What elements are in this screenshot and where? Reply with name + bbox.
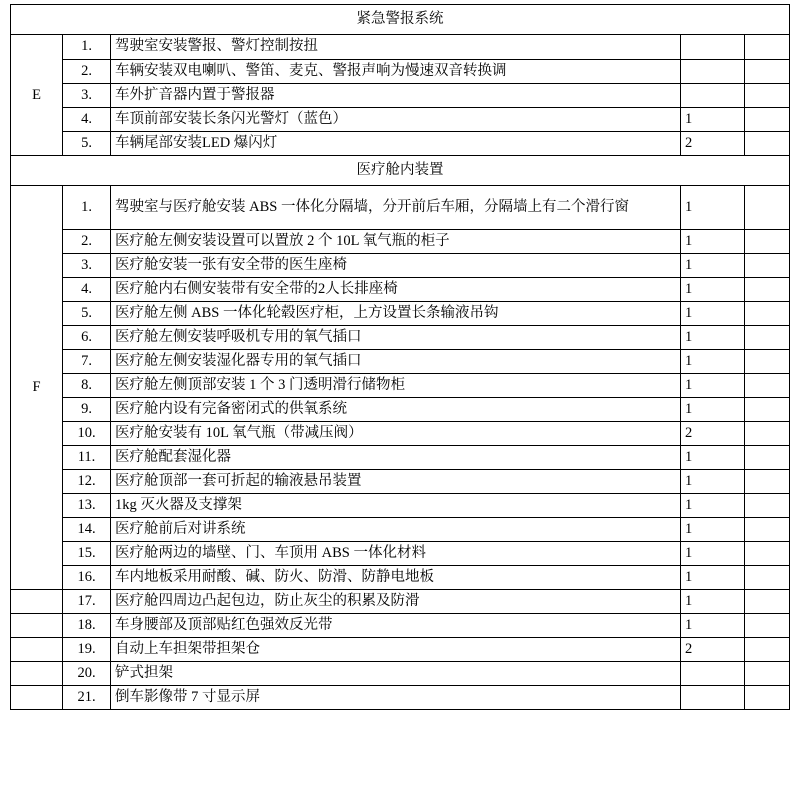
row-number: 10. [63,422,111,446]
row-quantity: 1 [681,186,745,230]
row-note [745,374,790,398]
row-description: 铲式担架 [111,662,681,686]
row-note [745,84,790,108]
row-note [745,470,790,494]
row-quantity: 1 [681,230,745,254]
row-number: 3. [63,254,111,278]
table-row [11,398,790,422]
row-quantity: 1 [681,590,745,614]
row-number: 14. [63,518,111,542]
row-note [745,662,790,686]
row-description: 1kg 灭火器及支撑架 [111,494,681,518]
table-row [11,132,790,156]
row-quantity [681,686,745,710]
row-number: 18. [63,614,111,638]
group-spacer [11,590,63,614]
section-title-row [11,156,790,186]
row-quantity: 1 [681,614,745,638]
row-number: 5. [63,132,111,156]
row-description: 医疗舱安装一张有安全带的医生座椅 [111,254,681,278]
table-row [11,422,790,446]
table-row [11,446,790,470]
table-row [11,326,790,350]
row-number: 2. [63,60,111,84]
row-description: 车顶前部安装长条闪光警灯（蓝色） [111,108,681,132]
row-number: 11. [63,446,111,470]
row-quantity: 1 [681,326,745,350]
section-title: 医疗舱内装置 [11,156,790,186]
row-quantity: 1 [681,446,745,470]
row-quantity: 2 [681,132,745,156]
row-note [745,638,790,662]
row-note [745,494,790,518]
row-number: 1. [63,35,111,60]
row-note [745,590,790,614]
section-title-row [11,5,790,35]
row-number: 12. [63,470,111,494]
section-title: 紧急警报系统 [11,5,790,35]
table-row [11,35,790,60]
table-row [11,60,790,84]
row-note [745,230,790,254]
row-note [745,302,790,326]
row-note [745,108,790,132]
specification-table [10,4,790,710]
row-note [745,60,790,84]
group-spacer [11,638,63,662]
group-spacer [11,686,63,710]
row-description: 车辆尾部安装LED 爆闪灯 [111,132,681,156]
row-number: 3. [63,84,111,108]
row-note [745,186,790,230]
table-row [11,590,790,614]
row-note [745,566,790,590]
row-description: 驾驶室与医疗舱安装 ABS 一体化分隔墙，分开前后车厢，分隔墙上有二个滑行窗 [111,186,681,230]
row-number: 21. [63,686,111,710]
row-description: 医疗舱两边的墙壁、门、车顶用 ABS 一体化材料 [111,542,681,566]
table-row [11,686,790,710]
row-quantity: 1 [681,470,745,494]
row-quantity: 1 [681,350,745,374]
row-number: 20. [63,662,111,686]
group-spacer [11,614,63,638]
table-row [11,614,790,638]
row-quantity: 1 [681,278,745,302]
row-description: 医疗舱左侧顶部安装 1 个 3 门透明滑行储物柜 [111,374,681,398]
table-row [11,350,790,374]
table-row [11,230,790,254]
row-note [745,278,790,302]
table-row [11,278,790,302]
row-note [745,686,790,710]
row-quantity: 1 [681,108,745,132]
row-quantity: 1 [681,494,745,518]
table-row [11,302,790,326]
table-row [11,254,790,278]
row-description: 医疗舱前后对讲系统 [111,518,681,542]
row-description: 医疗舱左侧安装设置可以置放 2 个 10L 氧气瓶的柜子 [111,230,681,254]
row-description: 车辆安装双电喇叭、警笛、麦克、警报声响为慢速双音转换调 [111,60,681,84]
row-description: 医疗舱配套湿化器 [111,446,681,470]
row-note [745,542,790,566]
table-row [11,542,790,566]
row-quantity [681,60,745,84]
row-number: 13. [63,494,111,518]
row-number: 4. [63,108,111,132]
table-row [11,662,790,686]
row-number: 19. [63,638,111,662]
row-description: 车外扩音器内置于警报器 [111,84,681,108]
row-note [745,614,790,638]
row-quantity [681,662,745,686]
row-description: 车身腰部及顶部贴红色强效反光带 [111,614,681,638]
row-description: 医疗舱四周边凸起包边，防止灰尘的积累及防滑 [111,590,681,614]
row-number: 8. [63,374,111,398]
table-row [11,108,790,132]
row-number: 5. [63,302,111,326]
group-label: F [11,186,63,590]
row-description: 驾驶室安装警报、警灯控制按扭 [111,35,681,60]
row-number: 7. [63,350,111,374]
table-row [11,494,790,518]
table-row [11,374,790,398]
table-row [11,470,790,494]
row-quantity: 1 [681,254,745,278]
row-quantity: 1 [681,374,745,398]
row-description: 车内地板采用耐酸、碱、防火、防滑、防静电地板 [111,566,681,590]
row-quantity: 1 [681,518,745,542]
row-quantity: 1 [681,398,745,422]
row-note [745,350,790,374]
row-quantity: 1 [681,302,745,326]
table-row [11,518,790,542]
row-quantity: 2 [681,422,745,446]
table-row [11,84,790,108]
row-number: 1. [63,186,111,230]
row-description: 医疗舱左侧 ABS 一体化轮毂医疗柜，上方设置长条输液吊钩 [111,302,681,326]
row-quantity [681,84,745,108]
row-number: 6. [63,326,111,350]
table-row [11,186,790,230]
row-description: 医疗舱安装有 10L 氧气瓶（带减压阀） [111,422,681,446]
row-note [745,422,790,446]
row-note [745,132,790,156]
table-row [11,638,790,662]
row-quantity [681,35,745,60]
table-body [11,5,790,710]
row-note [745,326,790,350]
group-spacer [11,662,63,686]
row-description: 医疗舱顶部一套可折起的输液悬吊装置 [111,470,681,494]
row-number: 16. [63,566,111,590]
row-note [745,446,790,470]
row-number: 9. [63,398,111,422]
row-description: 医疗舱内设有完备密闭式的供氧系统 [111,398,681,422]
row-number: 2. [63,230,111,254]
row-number: 15. [63,542,111,566]
row-note [745,398,790,422]
row-description: 医疗舱左侧安装呼吸机专用的氧气插口 [111,326,681,350]
table-row [11,566,790,590]
row-note [745,518,790,542]
row-quantity: 2 [681,638,745,662]
row-quantity: 1 [681,566,745,590]
row-description: 倒车影像带 7 寸显示屏 [111,686,681,710]
row-number: 17. [63,590,111,614]
row-description: 医疗舱内右侧安装带有安全带的2人长排座椅 [111,278,681,302]
row-description: 自动上车担架带担架仓 [111,638,681,662]
row-description: 医疗舱左侧安装湿化器专用的氧气插口 [111,350,681,374]
group-label: E [11,35,63,156]
row-note [745,254,790,278]
row-note [745,35,790,60]
row-quantity: 1 [681,542,745,566]
row-number: 4. [63,278,111,302]
